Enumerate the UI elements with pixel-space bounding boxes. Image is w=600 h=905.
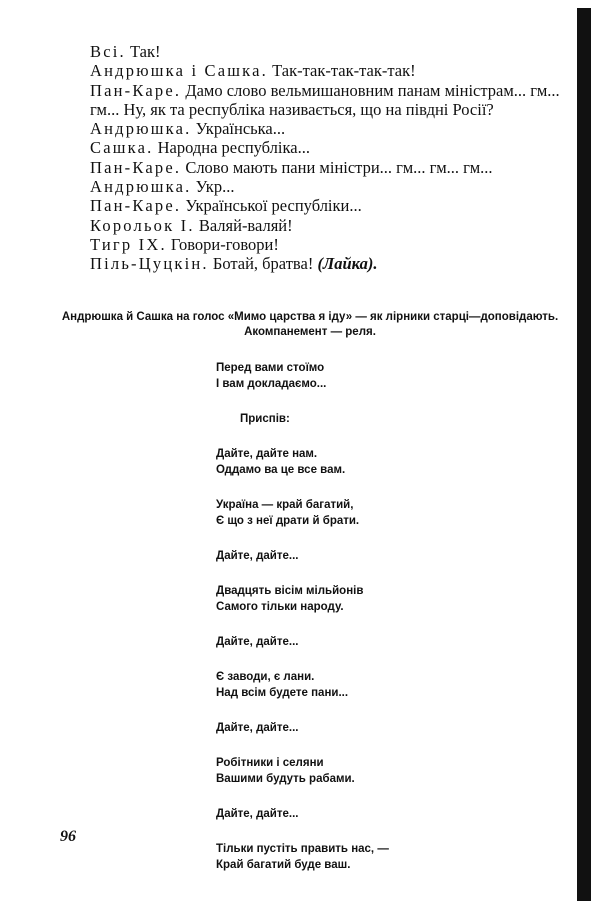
page-number: 96 bbox=[60, 828, 76, 845]
dialogue-line-3: Пан-Каре. Дамо слово вельмишановним панам міністрам... гм... гм... Ну, як та республіка називається, що на півдні Росії? bbox=[90, 80, 560, 119]
dialogue-line-5: Сашка. Народна республіка... bbox=[90, 138, 310, 158]
short-refrain-1: Дайте, дайте... bbox=[216, 550, 299, 562]
verse-5: Тільки пустіть править нас, — Край багатий буде ваш. bbox=[216, 843, 389, 871]
short-refrain-4: Дайте, дайте... bbox=[216, 808, 299, 820]
dialogue-line-7: Андрюшка. Укр... bbox=[90, 177, 235, 197]
verse-4: Робітники і селяни Вашими будуть рабами. bbox=[216, 757, 355, 785]
short-refrain-2: Дайте, дайте... bbox=[216, 636, 299, 648]
refrain: Дайте, дайте нам. Оддамо ва це все вам. bbox=[216, 448, 346, 476]
dialogue-line-9: Корольок І. Валяй-валяй! bbox=[90, 215, 293, 235]
dialogue-line-6: Пан-Каре. Слово мають пани міністри... гм... гм... гм... bbox=[90, 157, 493, 177]
song-block bbox=[216, 360, 536, 892]
dialogue-line-8: Пан-Каре. Української республіки... bbox=[90, 196, 362, 216]
page-edge-bar bbox=[577, 8, 591, 901]
verse-3: Є заводи, є лани. Над всім будете пани... bbox=[216, 671, 349, 699]
stage-remark: (Лайка). bbox=[317, 254, 378, 274]
dialogue-line-1: Всі. Так! bbox=[90, 42, 161, 61]
refrain-label: Приспів: bbox=[240, 413, 290, 425]
short-refrain-3: Дайте, дайте... bbox=[216, 722, 299, 734]
stage-direction: Андрюшка й Сашка на голос «Мимо царства я іду» — як лірники старці—доповідають. Акомпанемент — реля. bbox=[61, 311, 559, 338]
dialogue-line-10: Тигр IX. Говори-говори! bbox=[90, 234, 279, 254]
dialogue-line-11: Піль-Цуцкін. Ботай, братва! (Лайка). bbox=[90, 254, 378, 274]
dialogue-line-4: Андрюшка. Українська... bbox=[90, 119, 286, 139]
song-intro: Перед вами стоїмо І вам докладаємо... bbox=[216, 362, 327, 390]
verse-2: Двадцять вісім мільйонів Самого тільки народу. bbox=[216, 585, 364, 613]
verse-1: Україна — край багатий, Є що з неї драти й брати. bbox=[216, 499, 360, 527]
dialogue-line-2: Андрюшка і Сашка. Так-так-так-так-так! bbox=[90, 61, 416, 81]
dialogue-block bbox=[60, 42, 560, 274]
